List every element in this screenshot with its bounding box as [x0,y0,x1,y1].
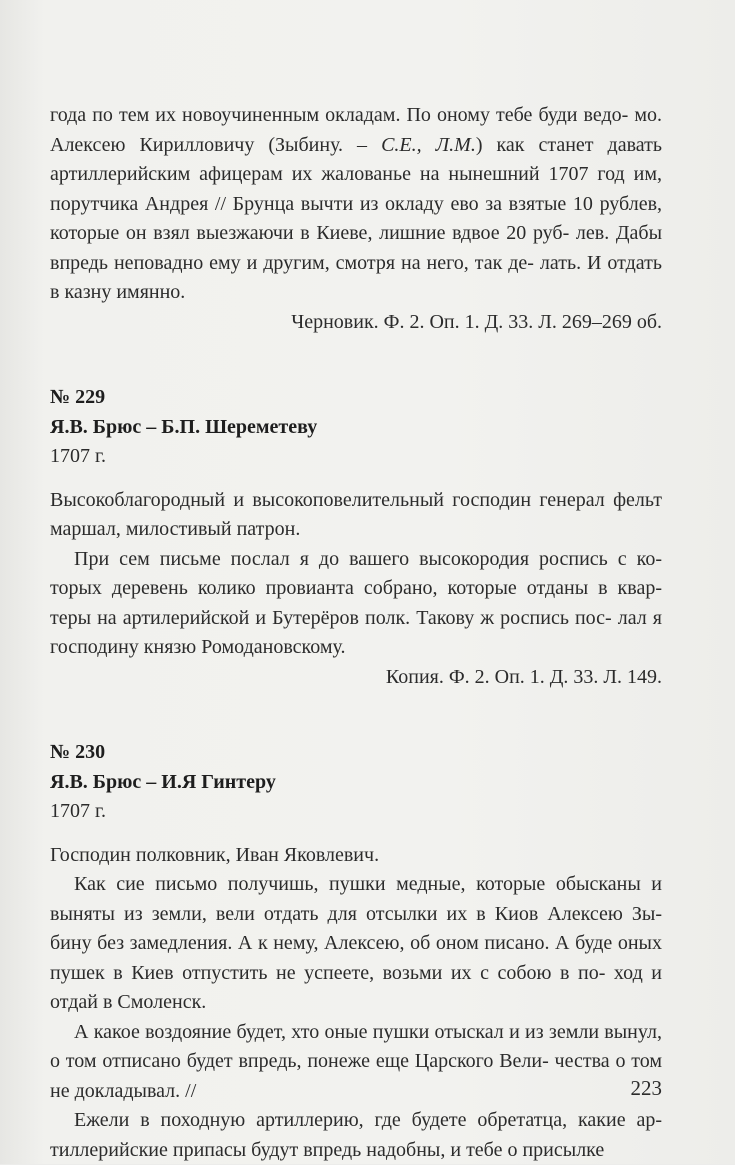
text-line: артиллерийским афицерам их жалованье на нынешний 1707 год [50,163,625,185]
page-number: 223 [630,1076,662,1100]
document-title: Я.В. Брюс – Б.П. Шереметеву [50,415,318,438]
text-line: года по тем их новоучиненным окладам. По оному тебе буди ведо- [50,104,629,126]
greeting: Господин полковник, Иван Яковлевич. [50,843,380,866]
spacer [50,692,662,738]
document-title: Я.В. Брюс – И.Я Гинтеру [50,770,276,793]
body-paragraph: Ежели в походную артиллерию, где будете обретатца, какие ар- тиллерийские припасы будут впредь надобны, и тебе о присылке [50,1109,662,1161]
spacer [50,337,662,383]
text-line: мо. Алексею Кирилловичу (Зыбину. – [50,104,663,156]
text-line: рублев, которые он взял выезжаючи в Киеве, лишние вдвое 20 руб- [50,192,663,244]
text-line: ) как станет давать [475,133,662,156]
continuation-paragraph [50,101,662,308]
text-line: им, порутчика Андрея // Брунца вычти из окладу ево за взятые 10 [50,163,662,215]
document-date: 1707 г. [50,800,106,822]
body-paragraph: А какое воздояние будет, хто оные пушки отыскал и из земли вынул, о том отписано будет впредь, понеже еще Царского Вели- чества о том не докладывал. // [50,1020,662,1102]
spacer [50,827,662,841]
document-date: 1707 г. [50,445,106,467]
greeting: Высокоблагородный и высокоповелительный господин генерал фельт маршал, милостивый патрон. [50,488,662,540]
document-number: № 229 [50,386,106,408]
body-paragraph: При сем письме послал я до вашего высокородия роспись с ко- торых деревень колико провианта собрано, которые отданы в квар- теры на артилерийской и Бутерёров полк. Такову ж роспись пос- лал я господину князю Ромодановскому. [50,547,662,658]
document-number: № 230 [50,741,106,763]
archive-source: Копия. Ф. 2. Оп. 1. Д. 33. Л. 149. [385,665,662,688]
page-content [50,101,662,1165]
text-line: лев. Дабы впредь неповадно ему и другим, смотря на него, так де- [50,222,663,274]
spacer [50,472,662,486]
body-paragraph: Как сие письмо получишь, пушки медные, которые обысканы и выняты из земли, вели отдать для отсылки их в Киов Алексею Зы- бину без замедления. А к нему, Алексею, об оном писано. А буде оных пушек в Киев отпустить не успеете, возьми их с собою в по- ход и отдай в Смоленск. [50,873,662,1013]
text-line: лать. И отдать в казну имянно. [50,251,662,303]
editor-initials: С.Е., Л.М. [381,133,476,156]
archive-source: Черновик. Ф. 2. Оп. 1. Д. 33. Л. 269–269 об. [291,310,662,333]
